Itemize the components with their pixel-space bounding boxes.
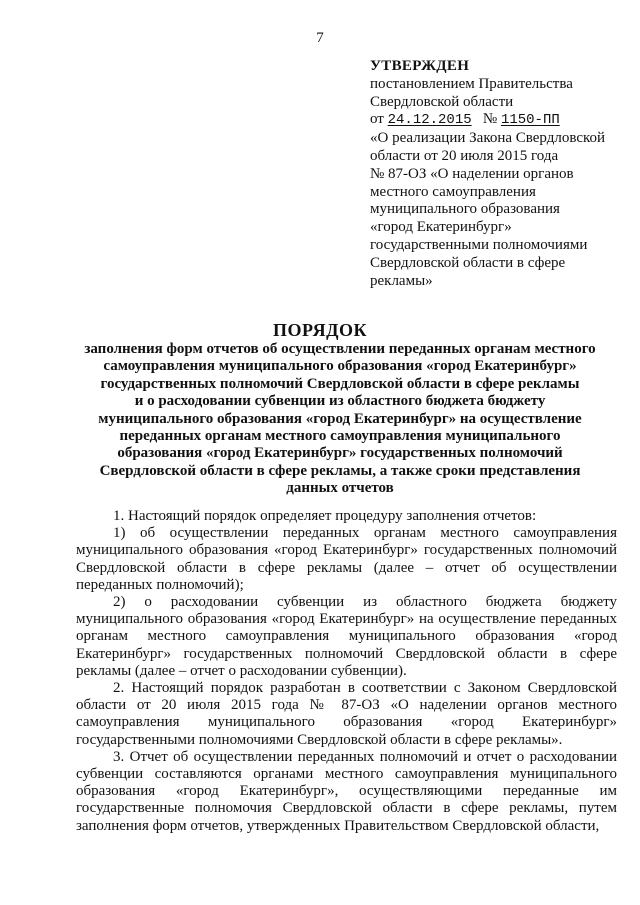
dedication-line: Свердловской области в сфере — [370, 254, 566, 271]
date-prefix: от — [370, 111, 384, 128]
approval-dedication — [370, 130, 625, 290]
approval-title: УТВЕРЖДЕН — [370, 58, 470, 74]
approval-line-1: постановлением Правительства — [370, 75, 573, 92]
approval-date: 24.12.2015 — [387, 112, 472, 129]
document-title: ПОРЯДОК — [272, 320, 368, 340]
page-number: 7 — [316, 30, 324, 46]
dedication-line: области от 20 июля 2015 года — [370, 147, 559, 164]
dedication-line: «город Екатеринбург» — [370, 219, 512, 236]
subtitle-line: данных отчетов — [286, 480, 394, 497]
number-prefix: № — [482, 111, 498, 128]
paragraph: 3. Отчет об осуществлении переданных полномочий и отчет о расходовании субвенции составляются органами местного самоуправления муниципального образования «город Екатеринбург», осуществляющими переданные им государственные полномочия Свердловской области в сфере рекламы, путем заполнения форм отчетов, утвержденных Правительством Свердловской области, — [76, 748, 617, 834]
subtitle-line: переданных органам местного самоуправления муниципального — [119, 428, 561, 445]
paragraph: 2) о расходовании субвенции из областного бюджета бюджету муниципального образования «город Екатеринбург» на осуществление переданных органам местного самоуправления муниципального образования «город Екатеринбург» государственных полномочий Свердловской области в сфере рекламы (далее – отчет о расходовании субвенции). — [76, 594, 617, 679]
dedication-line: «О реализации Закона Свердловской — [370, 130, 606, 147]
dedication-line: местного самоуправления — [370, 183, 536, 200]
paragraph: 2. Настоящий порядок разработан в соответствии с Законом Свердловской области от 20 июля 2015 года № 87-ОЗ «О наделении органов местного самоуправления муниципального образования «город Екатеринбург» государственными полномочиями Свердловской области в сфере рекламы». — [76, 680, 617, 748]
approval-number: 1150-ПП — [500, 112, 560, 129]
approval-date-line — [370, 111, 625, 130]
dedication-line: рекламы» — [370, 272, 433, 289]
subtitle-line: самоуправления муниципального образования «город Екатеринбург» — [103, 358, 577, 375]
dedication-line: государственными полномочиями — [370, 236, 588, 253]
dedication-line: муниципального образования — [370, 201, 560, 218]
subtitle-line: Свердловской области в сфере рекламы, а также сроки представления — [99, 462, 581, 479]
document-subtitle — [80, 341, 600, 498]
subtitle-line: заполнения форм отчетов об осуществлении переданных органам местного — [84, 341, 596, 357]
dedication-line: № 87-ОЗ «О наделении органов — [370, 165, 574, 182]
subtitle-line: государственных полномочий Свердловской области в сфере рекламы — [100, 375, 580, 392]
paragraph: 1. Настоящий порядок определяет процедуру заполнения отчетов: — [113, 508, 537, 524]
subtitle-line: муниципального образования «город Екатеринбург» на осуществление — [98, 410, 582, 427]
approval-line-2: Свердловской области — [370, 93, 514, 110]
subtitle-line: образования «город Екатеринбург» государственных полномочий — [117, 445, 563, 462]
approval-stamp — [370, 58, 625, 290]
document-body — [76, 508, 617, 835]
paragraph: 1) об осуществлении переданных органам местного самоуправления муниципального образования «город Екатеринбург» государственных полномочий Свердловской области в сфере рекламы (далее – отчет об осуществлении переданных полномочий); — [76, 525, 617, 593]
subtitle-line: и о расходовании субвенции из областного бюджета бюджету — [134, 393, 546, 410]
